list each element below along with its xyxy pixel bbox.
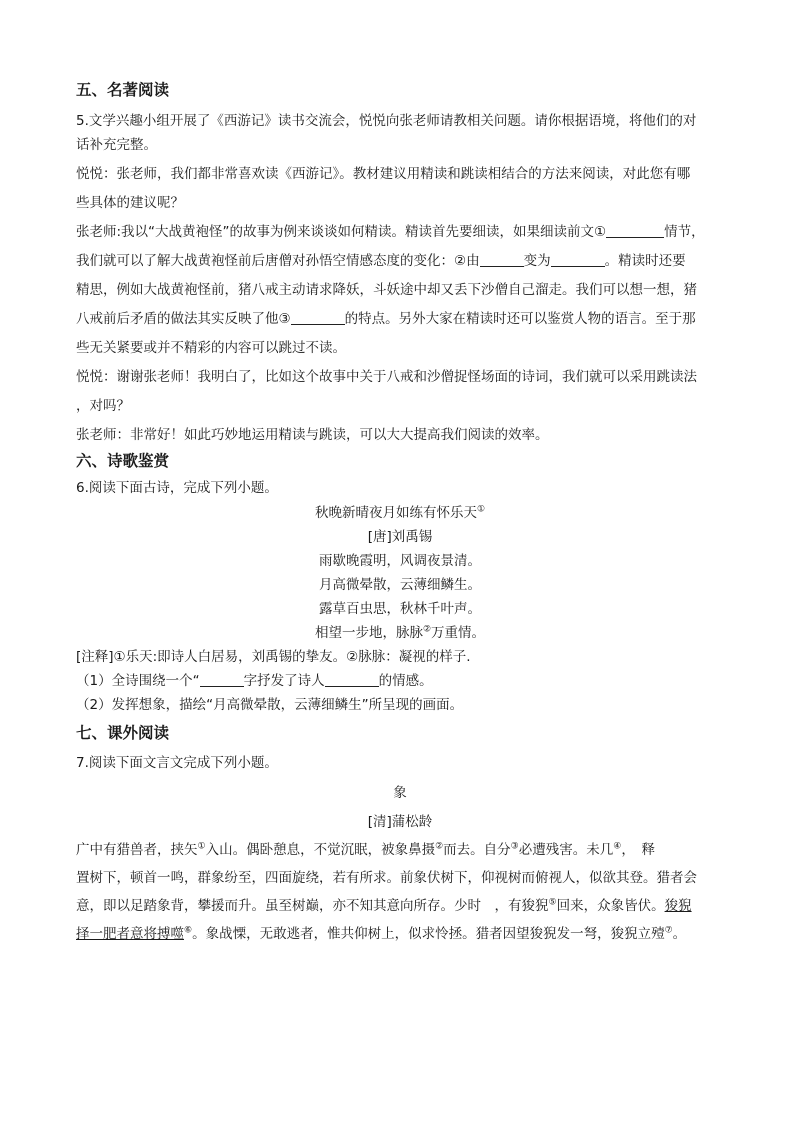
document-page [76, 72, 724, 946]
dialogue-teacher [76, 220, 724, 244]
text-span: 张老师:我以“大战黄袍怪”的故事为例来谈谈如何精读。精读首先要细读，如果细读前文① [76, 224, 607, 240]
sub-question-2: （2）发挥想象，描绘“月高微晕散，云薄细鳞生”所呈现的画面。 [76, 697, 464, 713]
text-span: 情节， [664, 224, 705, 240]
text-span: 秋晚新晴夜月如练有怀乐天 [314, 505, 477, 521]
text-span: 变为 [523, 253, 551, 269]
footnote-mark: ② [422, 624, 432, 635]
underlined-sentence: 择一肥者意将搏噬 [76, 926, 184, 942]
classical-text-line [76, 894, 724, 918]
answer-blank-6-1a[interactable] [200, 672, 244, 687]
footnote-mark: ① [476, 504, 486, 515]
dialogue-yueyue: ，对吗？ [76, 398, 130, 414]
text-span: 相望一步地，脉脉 [314, 625, 423, 641]
section-6-body [76, 476, 724, 717]
footnote-mark: ⑥ [184, 925, 193, 936]
section-7-body [76, 751, 724, 946]
text-span: ， 释 [621, 842, 656, 858]
answer-blank-2b[interactable] [551, 252, 605, 267]
footnote-mark: ② [435, 841, 444, 852]
section-6-title: 六、诗歌鉴赏 [76, 452, 170, 470]
text-span: 意，即以足踏象背，攀援而升。虽至树巅，亦不知其意向所存。少时 ，有狻猊 [76, 898, 549, 914]
section-5-body [76, 109, 724, 447]
text-span: 万重情。 [431, 625, 486, 641]
question-5-line: 5.文学兴趣小组开展了《西游记》读书交流会，悦悦向张老师请教相关问题。请你根据语境，将他们的对 [76, 113, 697, 129]
dialogue-teacher: 张老师：非常好！如此巧妙地运用精读与跳读，可以大大提高我们阅读的效率。 [76, 427, 549, 443]
poem-line: 露草百虫思，秋林千叶声。 [319, 601, 481, 617]
classical-text-line [76, 922, 724, 946]
classical-text-line [76, 838, 724, 862]
footnote-mark: ④ [613, 841, 622, 852]
classical-text-line: 置树下，顿首一鸣，群象纷至，四面旋绕，若有所求。前象伏树下，仰视树而俯视人，似欲其登。猎者会 [76, 870, 697, 886]
question-6-line: 6.阅读下面古诗，完成下列小题。 [76, 480, 278, 496]
text-span: 而去。自分 [443, 842, 511, 858]
text-span: （1）全诗围绕一个“ [76, 673, 200, 689]
dialogue-teacher [76, 249, 724, 273]
dialogue-teacher [76, 307, 724, 331]
dialogue-yueyue: 悦悦：张老师，我们都非常喜欢读《西游记》。教材建议用精读和跳读相结合的方法来阅读，对此您有哪 [76, 166, 691, 182]
answer-blank-1[interactable] [606, 223, 664, 238]
question-5-line: 话补充完整。 [76, 137, 157, 153]
question-7-line: 7.阅读下面文言文完成下列小题。 [76, 755, 278, 771]
underlined-sentence: 狻猊 [664, 898, 692, 914]
answer-blank-2a[interactable] [480, 252, 524, 267]
poem-line [76, 621, 724, 645]
text-span: 我们就可以了解大战黄袍怪前后唐僧对孙悟空情感态度的变化：②由 [76, 253, 480, 269]
text-span: 字抒发了诗人 [243, 673, 325, 689]
poem-line: 月高微晕散，云薄细鳞生。 [319, 577, 481, 593]
text-span: 广中有猎兽者，挟矢 [76, 842, 198, 858]
text-span: 必遭残害。未几 [518, 842, 614, 858]
poem-annotation: [注释]①乐天:即诗人白居易，刘禹锡的挚友。②脉脉：凝视的样子. [76, 649, 471, 665]
dialogue-yueyue: 悦悦：谢谢张老师！我明白了，比如这个故事中关于八戒和沙僧捉怪场面的诗词，我们就可以采用跳读法 [76, 369, 697, 385]
text-span: 。精读时还要 [604, 253, 686, 269]
text-span: 。象战慄，无敢逃者，惟共仰树上，似求怜拯。猎者因望狻猊发一弩，狻猊立殪 [192, 926, 665, 942]
dialogue-teacher: 精思，例如大战黄袍怪前，猪八戒主动请求降妖，斗妖途中却又丢下沙僧自己溜走。我们可以想一想，猪 [76, 282, 697, 298]
footnote-mark: ⑦ [664, 925, 673, 936]
section-7-title: 七、课外阅读 [76, 724, 170, 742]
dialogue-teacher: 些无关紧要或并不精彩的内容可以跳过不读。 [76, 340, 346, 356]
sub-question-1 [76, 669, 724, 693]
text-span: 八戒前后矛盾的做法其实反映了他③ [76, 311, 291, 327]
section-5-title: 五、名著阅读 [76, 81, 170, 99]
text-author: [清]蒲松龄 [367, 814, 433, 830]
footnote-mark: ⑤ [548, 897, 557, 908]
text-span: 入山。偶卧憩息，不觉沉眠，被象鼻摄 [205, 842, 436, 858]
text-span: 。 [672, 926, 687, 942]
poem-line: 雨歇晚霞明，风调夜景清。 [319, 553, 481, 569]
poem-author: [唐]刘禹锡 [367, 529, 433, 545]
answer-blank-3[interactable] [291, 310, 345, 325]
text-span: 的特点。另外大家在精读时还可以鉴赏人物的语言。至于那 [344, 311, 696, 327]
footnote-mark: ① [197, 841, 206, 852]
dialogue-yueyue: 些具体的建议呢？ [76, 195, 184, 211]
poem-title [76, 501, 724, 525]
text-title: 象 [393, 785, 407, 801]
text-span: 回来，众象皆伏。 [556, 898, 665, 914]
answer-blank-6-1b[interactable] [325, 672, 379, 687]
text-span: 的情感。 [378, 673, 433, 689]
footnote-mark: ③ [510, 841, 519, 852]
